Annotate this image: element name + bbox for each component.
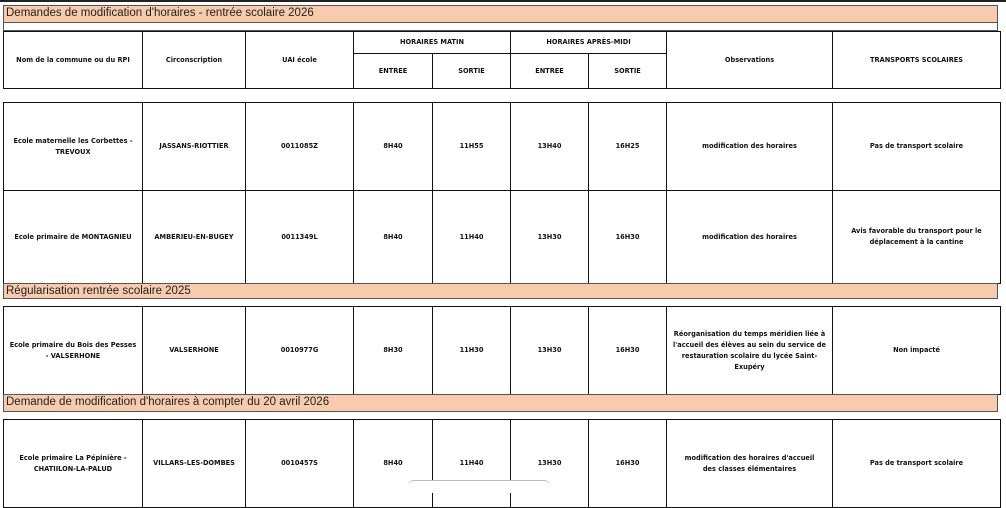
section-title: Demande de modification d'horaires à compter du 20 avril 2026 — [6, 396, 330, 408]
header-am-sortie: SORTIE — [589, 54, 667, 89]
cell-ecole: Ecole primaire de MONTAGNIEU — [4, 191, 143, 284]
cell-observations: modification des horaires — [667, 191, 833, 284]
cell-matin-entree: 8H40 — [354, 420, 433, 508]
header-horaires-matin: HORAIRES MATIN — [354, 32, 511, 54]
cell-am-sortie: 16H30 — [589, 307, 667, 395]
cell-observations: modification des horaires d'accueil des classes élémentaires — [667, 420, 833, 508]
section-band-2025 — [3, 283, 998, 299]
cell-circonscription: AMBERIEU-EN-BUGEY — [143, 191, 246, 284]
cell-matin-sortie: 11H40 — [433, 191, 511, 284]
header-am-entree: ENTREE — [511, 54, 589, 89]
cell-am-sortie: 16H25 — [589, 103, 667, 191]
cell-transports: Pas de transport scolaire — [833, 103, 1001, 191]
cell-matin-sortie: 11H40 — [433, 420, 511, 508]
cell-ecole: Ecole maternelle les Corbettes - TREVOUX — [4, 103, 143, 191]
header-matin-sortie: SORTIE — [433, 54, 511, 89]
cell-am-entree: 13H40 — [511, 103, 589, 191]
cell-circonscription: VALSERHONE — [143, 307, 246, 395]
table-row — [4, 103, 1001, 191]
cell-ecole: Ecole primaire La Pépinière - CHATIILON-LA-PALUD — [4, 420, 143, 508]
cell-circonscription: JASSANS-RIOTTIER — [143, 103, 246, 191]
cell-ecole: Ecole primaire du Bois des Pesses - VALSERHONE — [4, 307, 143, 395]
header-commune: Nom de la commune ou du RPI — [4, 32, 143, 89]
cell-matin-sortie: 11H55 — [433, 103, 511, 191]
cell-transports: Pas de transport scolaire — [833, 420, 1001, 508]
spacer-row — [3, 23, 998, 31]
cell-am-entree: 13H30 — [511, 307, 589, 395]
cell-uai: 0011085Z — [246, 103, 354, 191]
data-table-2025 — [3, 306, 1001, 395]
top-border — [0, 0, 1006, 2]
section-band-2026 — [3, 5, 998, 23]
section-title: Demandes de modification d'horaires - rentrée scolaire 2026 — [6, 7, 314, 19]
header-table — [3, 31, 1001, 89]
cell-observations: Réorganisation du temps méridien liée à l'accueil des élèves au sein du service de restauration scolaire du lycée Saint-Exupéry — [667, 307, 833, 395]
header-matin-entree: ENTREE — [354, 54, 433, 89]
data-table-avril-2026 — [3, 419, 1001, 508]
section-title: Régularisation rentrée scolaire 2025 — [6, 285, 191, 297]
cell-matin-entree: 8H30 — [354, 307, 433, 395]
cell-observations: modification des horaires — [667, 103, 833, 191]
cell-uai: 0010977G — [246, 307, 354, 395]
cell-circonscription: VILLARS-LES-DOMBES — [143, 420, 246, 508]
header-observations: Observations — [667, 32, 833, 89]
data-table-2026 — [3, 102, 1001, 284]
cell-am-entree: 13H30 — [511, 191, 589, 284]
table-row — [4, 307, 1001, 395]
cell-transports: Avis favorable du transport pour le déplacement à la cantine — [833, 191, 1001, 284]
cell-transports: Non impacté — [833, 307, 1001, 395]
header-circonscription: Circonscription — [143, 32, 246, 89]
cell-am-sortie: 16H30 — [589, 191, 667, 284]
cell-am-entree: 13H30 — [511, 420, 589, 508]
table-row — [4, 420, 1001, 508]
cell-matin-sortie: 11H30 — [433, 307, 511, 395]
header-uai: UAI école — [246, 32, 354, 89]
floating-toolbar-edge[interactable] — [408, 480, 550, 493]
cell-matin-entree: 8H40 — [354, 191, 433, 284]
section-band-avril-2026 — [3, 394, 998, 412]
table-row — [4, 191, 1001, 284]
cell-am-sortie: 16H30 — [589, 420, 667, 508]
cell-uai: 0010457S — [246, 420, 354, 508]
header-transports: TRANSPORTS SCOLAIRES — [833, 32, 1001, 89]
header-horaires-apres-midi: HORAIRES APRÈS-MIDI — [511, 32, 667, 54]
cell-matin-entree: 8H40 — [354, 103, 433, 191]
cell-uai: 0011349L — [246, 191, 354, 284]
